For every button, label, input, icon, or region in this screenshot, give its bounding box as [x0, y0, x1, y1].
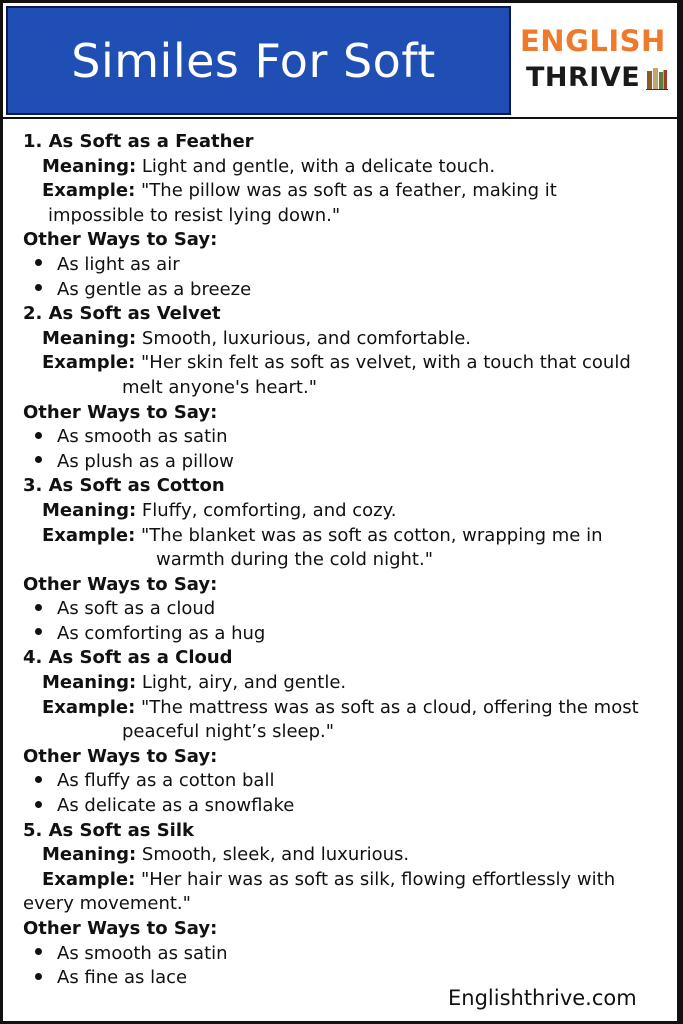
- alternative-text: As soft as a cloud: [57, 598, 216, 620]
- simile-heading: 4. As Soft as a Cloud: [23, 647, 233, 669]
- logo-text-thrive: THRIVE: [526, 62, 641, 93]
- meaning-line: [23, 499, 673, 524]
- example-continuation: peaceful night’s sleep.": [122, 721, 335, 743]
- bullet-icon: [35, 776, 42, 783]
- example-line: [23, 696, 673, 721]
- simile-heading: 1. As Soft as a Feather: [23, 131, 254, 152]
- example-label: Example:: [42, 352, 136, 374]
- meaning-line: [23, 327, 673, 352]
- example-continuation: impossible to resist lying down.": [48, 204, 341, 226]
- list-item: [23, 450, 673, 475]
- bullet-icon: [35, 973, 42, 980]
- list-item: [23, 253, 673, 278]
- page-title: Similes For Soft: [71, 33, 436, 88]
- example-label: Example:: [42, 696, 136, 718]
- bullet-icon: [35, 604, 42, 611]
- example-text: "The pillow was as soft as a feather, making it: [141, 180, 557, 202]
- alternative-text: As delicate as a snowflake: [57, 795, 295, 817]
- example-text: "The mattress was as soft as a cloud, offering the most: [141, 696, 639, 718]
- meaning-text: Light, airy, and gentle.: [141, 672, 347, 694]
- logo-text-english: ENGLISH: [520, 24, 666, 58]
- example-continuation: melt anyone's heart.": [122, 376, 317, 398]
- meaning-label: Meaning:: [42, 672, 137, 694]
- list-item: [23, 597, 673, 622]
- brand-logo: [516, 24, 676, 104]
- meaning-label: Meaning:: [42, 844, 137, 866]
- meaning-text: Fluffy, comforting, and cozy.: [141, 499, 397, 521]
- example-text: "Her skin felt as soft as velvet, with a touch that could: [141, 352, 631, 374]
- example-continuation: warmth during the cold night.": [156, 549, 433, 571]
- meaning-line: [23, 671, 673, 696]
- meaning-label: Meaning:: [42, 327, 137, 349]
- bullet-icon: [35, 259, 42, 266]
- bullet-icon: [35, 432, 42, 439]
- site-url: Englishthrive.com: [448, 986, 637, 1010]
- bullet-icon: [35, 456, 42, 463]
- books-icon: [646, 66, 668, 90]
- example-continuation: every movement.": [23, 893, 191, 915]
- alternative-text: As plush as a pillow: [57, 450, 234, 472]
- bullet-icon: [35, 801, 42, 808]
- alternative-text: As comforting as a hug: [57, 622, 266, 644]
- other-ways-label: Other Ways to Say:: [23, 401, 218, 423]
- alternative-text: As light as air: [57, 253, 180, 275]
- list-item: [23, 769, 673, 794]
- title-banner: [6, 6, 511, 115]
- list-item: [23, 425, 673, 450]
- list-item: [23, 794, 673, 819]
- example-label: Example:: [42, 524, 136, 546]
- bullet-icon: [35, 948, 42, 955]
- simile-heading: 5. As Soft as Silk: [23, 819, 194, 841]
- example-text: "The blanket was as soft as cotton, wrapping me in: [141, 524, 603, 546]
- simile-heading: 3. As Soft as Cotton: [23, 475, 225, 497]
- example-label: Example:: [42, 868, 136, 890]
- meaning-text: Light and gentle, with a delicate touch.: [141, 155, 496, 177]
- example-line: [23, 524, 673, 549]
- other-ways-label: Other Ways to Say:: [23, 918, 218, 939]
- similes-list: [23, 130, 673, 991]
- example-line: [23, 868, 673, 893]
- bullet-icon: [35, 284, 42, 291]
- list-item: [23, 942, 673, 967]
- other-ways-label: Other Ways to Say:: [23, 573, 218, 595]
- alternative-text: As fine as lace: [57, 967, 188, 989]
- example-text: "Her hair was as soft as silk, flowing effortlessly with: [141, 868, 616, 890]
- alternative-text: As smooth as satin: [57, 426, 228, 448]
- alternative-text: As gentle as a breeze: [57, 278, 252, 300]
- list-item: [23, 622, 673, 647]
- alternative-text: As smooth as satin: [57, 942, 228, 964]
- meaning-text: Smooth, sleek, and luxurious.: [141, 844, 410, 866]
- other-ways-label: Other Ways to Say:: [23, 745, 218, 767]
- bullet-icon: [35, 628, 42, 635]
- meaning-label: Meaning:: [42, 499, 137, 521]
- header-divider: [0, 117, 683, 119]
- example-label: Example:: [42, 180, 136, 202]
- simile-heading: 2. As Soft as Velvet: [23, 303, 221, 325]
- alternative-text: As fluffy as a cotton ball: [57, 770, 275, 792]
- meaning-text: Smooth, luxurious, and comfortable.: [141, 327, 471, 349]
- meaning-line: [23, 843, 673, 868]
- list-item: [23, 278, 673, 303]
- meaning-line: [23, 155, 673, 180]
- other-ways-label: Other Ways to Say:: [23, 229, 218, 251]
- meaning-label: Meaning:: [42, 155, 137, 177]
- example-line: [23, 351, 673, 376]
- example-line: [23, 179, 673, 204]
